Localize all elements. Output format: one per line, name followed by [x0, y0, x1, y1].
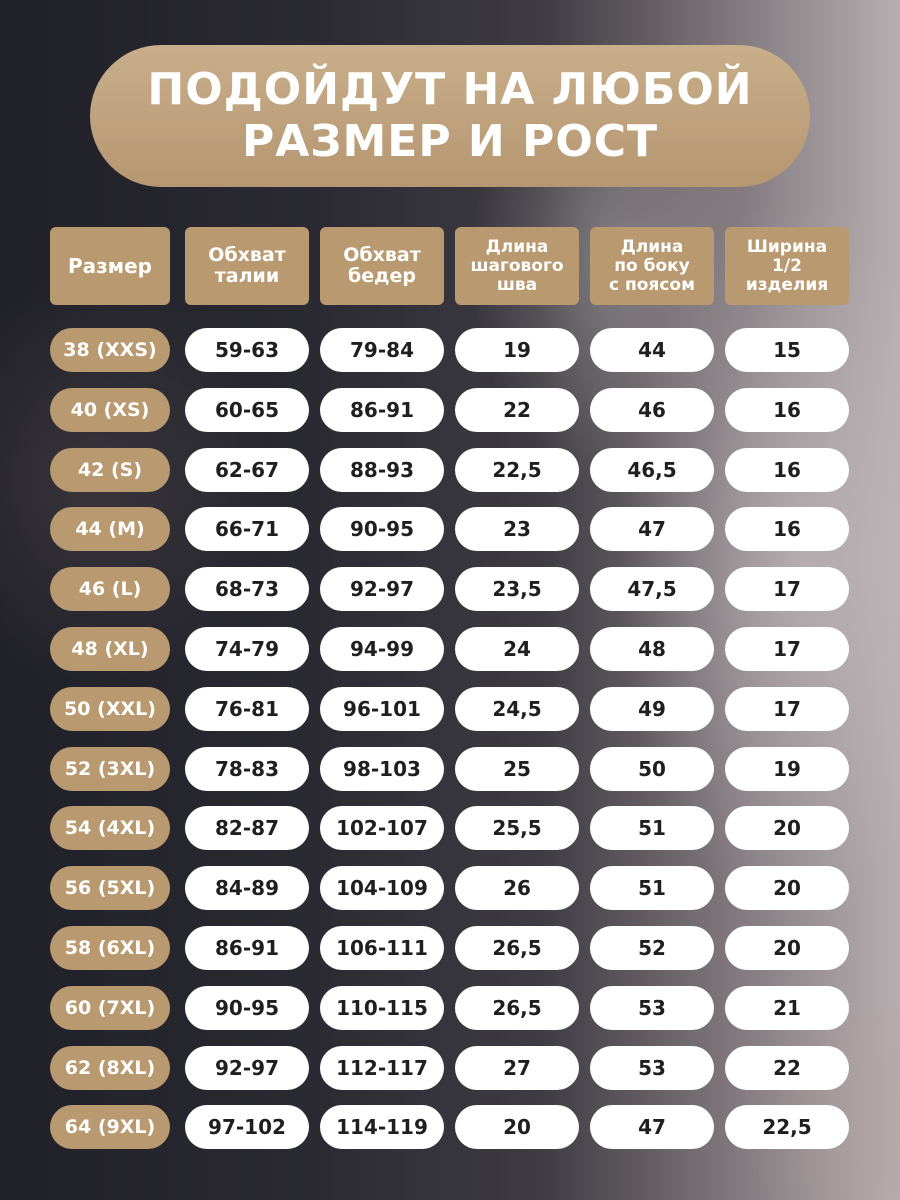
cell-inseam: 26,5	[455, 986, 579, 1030]
cell-hips: 106-111	[320, 926, 444, 970]
cell-size: 50 (XXL)	[50, 687, 170, 731]
cell-side-length: 47,5	[590, 567, 714, 611]
cell-size: 58 (6XL)	[50, 926, 170, 970]
cell-half-width: 20	[725, 806, 849, 850]
cell-waist: 78-83	[185, 747, 309, 791]
cell-half-width: 17	[725, 627, 849, 671]
cell-half-width: 21	[725, 986, 849, 1030]
cell-waist: 84-89	[185, 866, 309, 910]
cell-side-length: 47	[590, 507, 714, 551]
cell-side-length: 53	[590, 986, 714, 1030]
cell-waist: 97-102	[185, 1105, 309, 1149]
cell-side-length: 48	[590, 627, 714, 671]
cell-hips: 79-84	[320, 328, 444, 372]
cell-half-width: 16	[725, 448, 849, 492]
cell-size: 42 (S)	[50, 448, 170, 492]
header-size: Размер	[50, 227, 170, 305]
title-banner	[90, 45, 810, 187]
cell-hips: 112-117	[320, 1046, 444, 1090]
cell-inseam: 24	[455, 627, 579, 671]
cell-half-width: 16	[725, 388, 849, 432]
cell-half-width: 15	[725, 328, 849, 372]
title-line-1: ПОДОЙДУТ НА ЛЮБОЙ	[147, 64, 753, 115]
cell-hips: 110-115	[320, 986, 444, 1030]
cell-side-length: 49	[590, 687, 714, 731]
cell-waist: 59-63	[185, 328, 309, 372]
title-line-2: РАЗМЕР И РОСТ	[241, 116, 659, 167]
cell-waist: 68-73	[185, 567, 309, 611]
cell-inseam: 20	[455, 1105, 579, 1149]
cell-waist: 60-65	[185, 388, 309, 432]
cell-waist: 92-97	[185, 1046, 309, 1090]
cell-side-length: 51	[590, 866, 714, 910]
cell-size: 44 (M)	[50, 507, 170, 551]
cell-inseam: 27	[455, 1046, 579, 1090]
header-inseam: Длина шагового шва	[455, 227, 579, 305]
header-hips: Обхват бедер	[320, 227, 444, 305]
cell-inseam: 26	[455, 866, 579, 910]
cell-size: 40 (XS)	[50, 388, 170, 432]
cell-side-length: 47	[590, 1105, 714, 1149]
cell-inseam: 19	[455, 328, 579, 372]
cell-waist: 76-81	[185, 687, 309, 731]
cell-waist: 74-79	[185, 627, 309, 671]
cell-waist: 86-91	[185, 926, 309, 970]
cell-waist: 62-67	[185, 448, 309, 492]
cell-half-width: 17	[725, 687, 849, 731]
header-side-length: Длина по боку с поясом	[590, 227, 714, 305]
cell-size: 64 (9XL)	[50, 1105, 170, 1149]
cell-side-length: 51	[590, 806, 714, 850]
cell-side-length: 52	[590, 926, 714, 970]
cell-half-width: 19	[725, 747, 849, 791]
cell-inseam: 22	[455, 388, 579, 432]
header-waist: Обхват талии	[185, 227, 309, 305]
cell-hips: 88-93	[320, 448, 444, 492]
cell-hips: 96-101	[320, 687, 444, 731]
cell-size: 56 (5XL)	[50, 866, 170, 910]
cell-waist: 90-95	[185, 986, 309, 1030]
cell-inseam: 23	[455, 507, 579, 551]
cell-inseam: 23,5	[455, 567, 579, 611]
cell-inseam: 24,5	[455, 687, 579, 731]
cell-hips: 98-103	[320, 747, 444, 791]
cell-side-length: 50	[590, 747, 714, 791]
cell-hips: 114-119	[320, 1105, 444, 1149]
cell-inseam: 25	[455, 747, 579, 791]
cell-waist: 82-87	[185, 806, 309, 850]
cell-half-width: 22,5	[725, 1105, 849, 1149]
cell-size: 52 (3XL)	[50, 747, 170, 791]
cell-size: 60 (7XL)	[50, 986, 170, 1030]
cell-size: 46 (L)	[50, 567, 170, 611]
cell-side-length: 53	[590, 1046, 714, 1090]
cell-hips: 86-91	[320, 388, 444, 432]
cell-side-length: 46	[590, 388, 714, 432]
cell-half-width: 20	[725, 866, 849, 910]
cell-size: 48 (XL)	[50, 627, 170, 671]
cell-side-length: 46,5	[590, 448, 714, 492]
cell-half-width: 17	[725, 567, 849, 611]
cell-half-width: 22	[725, 1046, 849, 1090]
cell-size: 62 (8XL)	[50, 1046, 170, 1090]
cell-hips: 92-97	[320, 567, 444, 611]
cell-waist: 66-71	[185, 507, 309, 551]
cell-hips: 102-107	[320, 806, 444, 850]
cell-hips: 104-109	[320, 866, 444, 910]
cell-half-width: 20	[725, 926, 849, 970]
cell-inseam: 25,5	[455, 806, 579, 850]
cell-inseam: 22,5	[455, 448, 579, 492]
cell-hips: 94-99	[320, 627, 444, 671]
cell-inseam: 26,5	[455, 926, 579, 970]
cell-size: 38 (XXS)	[50, 328, 170, 372]
cell-half-width: 16	[725, 507, 849, 551]
cell-hips: 90-95	[320, 507, 444, 551]
cell-side-length: 44	[590, 328, 714, 372]
header-half-width: Ширина 1/2 изделия	[725, 227, 849, 305]
cell-size: 54 (4XL)	[50, 806, 170, 850]
